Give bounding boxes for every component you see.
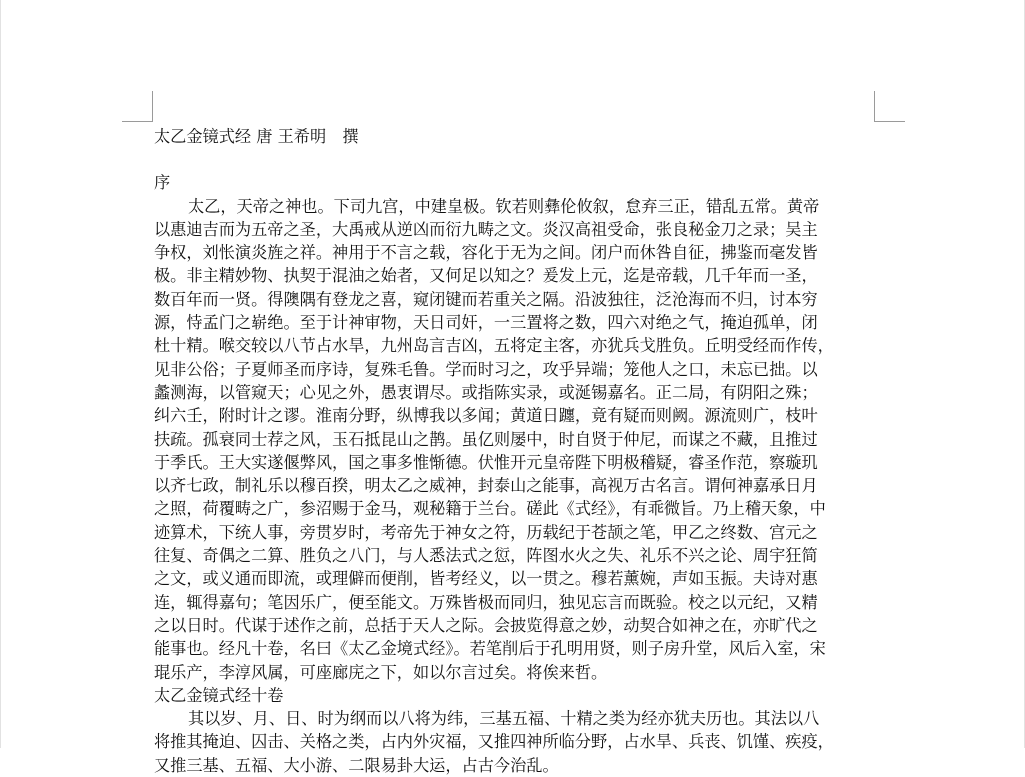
preface-line: 极。非主精妙物、执契于混油之始者，又何足以知之？爰发上元，迄是帝载，几千年而一圣，	[154, 266, 818, 286]
preface-line: 扶疏。孤衰同士荐之风，玉石抵昆山之鹊。虽亿则屡中，时自贤于仲尼，而谋之不藏，且推过	[154, 429, 818, 449]
volume-paragraph	[154, 707, 878, 777]
document-body[interactable]	[154, 120, 878, 777]
preface-line: 数百年而一贤。得隩隅有登龙之喜，窥闭键而若重关之隔。沿波独往，泛沧海而不归，讨本穷	[154, 289, 818, 309]
preface-line: 争权，刘怅演炎旌之祥。神用于不言之载，容化于无为之间。闭户而休咎自征，拂鉴而毫发皆	[154, 243, 818, 263]
preface-line: 连，辄得嘉句；笔因乐广，便至能文。万殊皆极而同归，独见忘言而既验。校之以元纪，又精	[154, 592, 818, 612]
preface-line: 迹算术，下统人事，旁贯岁时，考帝先于神女之符，历载纪于苍颉之笔，甲乙之终数、宫元之	[154, 522, 818, 542]
margin-crop-mark-top-left	[122, 91, 153, 122]
preface-line: 以齐七政，制礼乐以穆百揆，明太乙之威神，封泰山之能事，高视万古名言。谓何神嘉承日月	[154, 476, 818, 496]
preface-line: 蠡测海，以管窥天；心见之外，愚衷谓尽。或指陈实录，或涎锡嘉名。正二局，有阴阳之殊；	[154, 382, 818, 402]
preface-heading: 序	[154, 173, 171, 193]
preface-line: 往复、奇偶之二算、胜负之八门，与人悉法式之愆，阵图水火之失、礼乐不兴之论、周宇狂简	[154, 546, 818, 566]
preface-line: 之文，或义通而即流，或理僻而便削，皆考经义，以一贯之。穆若薰婉，声如玉振。夫诗对惠	[154, 569, 818, 589]
preface-line: 之照，荷覆畴之广，参沼赐于金马，观秘籍于兰台。磋此《式经》，有乖微旨。乃上稽天象，中	[154, 499, 826, 519]
preface-line: 之以日时。代谋于述作之前，总括于天人之际。会披览得意之妙，动契合如神之在，亦旷代之	[154, 615, 818, 635]
volume-heading: 太乙金镜式经十卷	[154, 685, 284, 705]
blank-line	[154, 148, 878, 171]
volume-line: 其以岁、月、日、时为纲而以八将为纬，三基五福、十精之类为经亦犹夫历也。其法以八	[188, 709, 820, 729]
preface-line: 见非公俗；子夏师圣而序诗，复殊毛鲁。学而时习之，攻乎异端；笼他人之口，未忘已拙。以	[154, 359, 818, 379]
preface-line: 能事也。经凡十卷，名曰《太乙金境式经》。若笔削后于孔明用贤，则子房升堂，风后入室，宋	[154, 639, 826, 659]
preface-line: 源，恃孟门之崭绝。至于计神审物，天日司奸，一三置将之数，四六对绝之气，掩迫孤单，闭	[154, 313, 818, 333]
preface-line: 于季氏。王大实遂偃弊风，国之事多惟惭德。伏惟开元皇帝陛下明极稽疑，睿圣作范，察璇玑	[154, 452, 818, 472]
document-title: 太乙金镜式经 唐 王希明 撰	[154, 127, 359, 146]
margin-crop-mark-top-right	[874, 91, 905, 122]
preface-line: 杜十精。喉交较以八节占水旱，九州岛言吉凶，五将定主客，亦犹兵戈胜负。丘明受经而作传，	[154, 336, 834, 356]
volume-line: 将推其掩迫、囚击、关格之类，占内外灾福，又推四神所临分野，占水旱、兵丧、饥馑、疾疫，	[154, 732, 834, 752]
preface-line: 以惠迪吉而为五帝之圣，大禹戒从逆凶而衍九畴之文。炎汉高祖受命，张良秘金刀之录；吴主	[154, 219, 818, 239]
preface-line: 纠六壬，附时计之谬。淮南分野，纵博我以多闻；黄道日躔，竟有疑而则阙。源流则广，枝叶	[154, 406, 818, 426]
volume-line: 又推三基、五福、大小游、二限易卦大运，占古今治乱。	[154, 755, 559, 775]
preface-line: 太乙，天帝之神也。下司九宫，中建皇极。钦若则彝伦攸叙，怠弃三正，错乱五常。黄帝	[188, 196, 820, 216]
preface-line: 琨乐产，李淳风属，可座廊庑之下，如以尔言过矣。将俟来哲。	[154, 662, 608, 682]
preface-paragraph	[154, 195, 878, 684]
